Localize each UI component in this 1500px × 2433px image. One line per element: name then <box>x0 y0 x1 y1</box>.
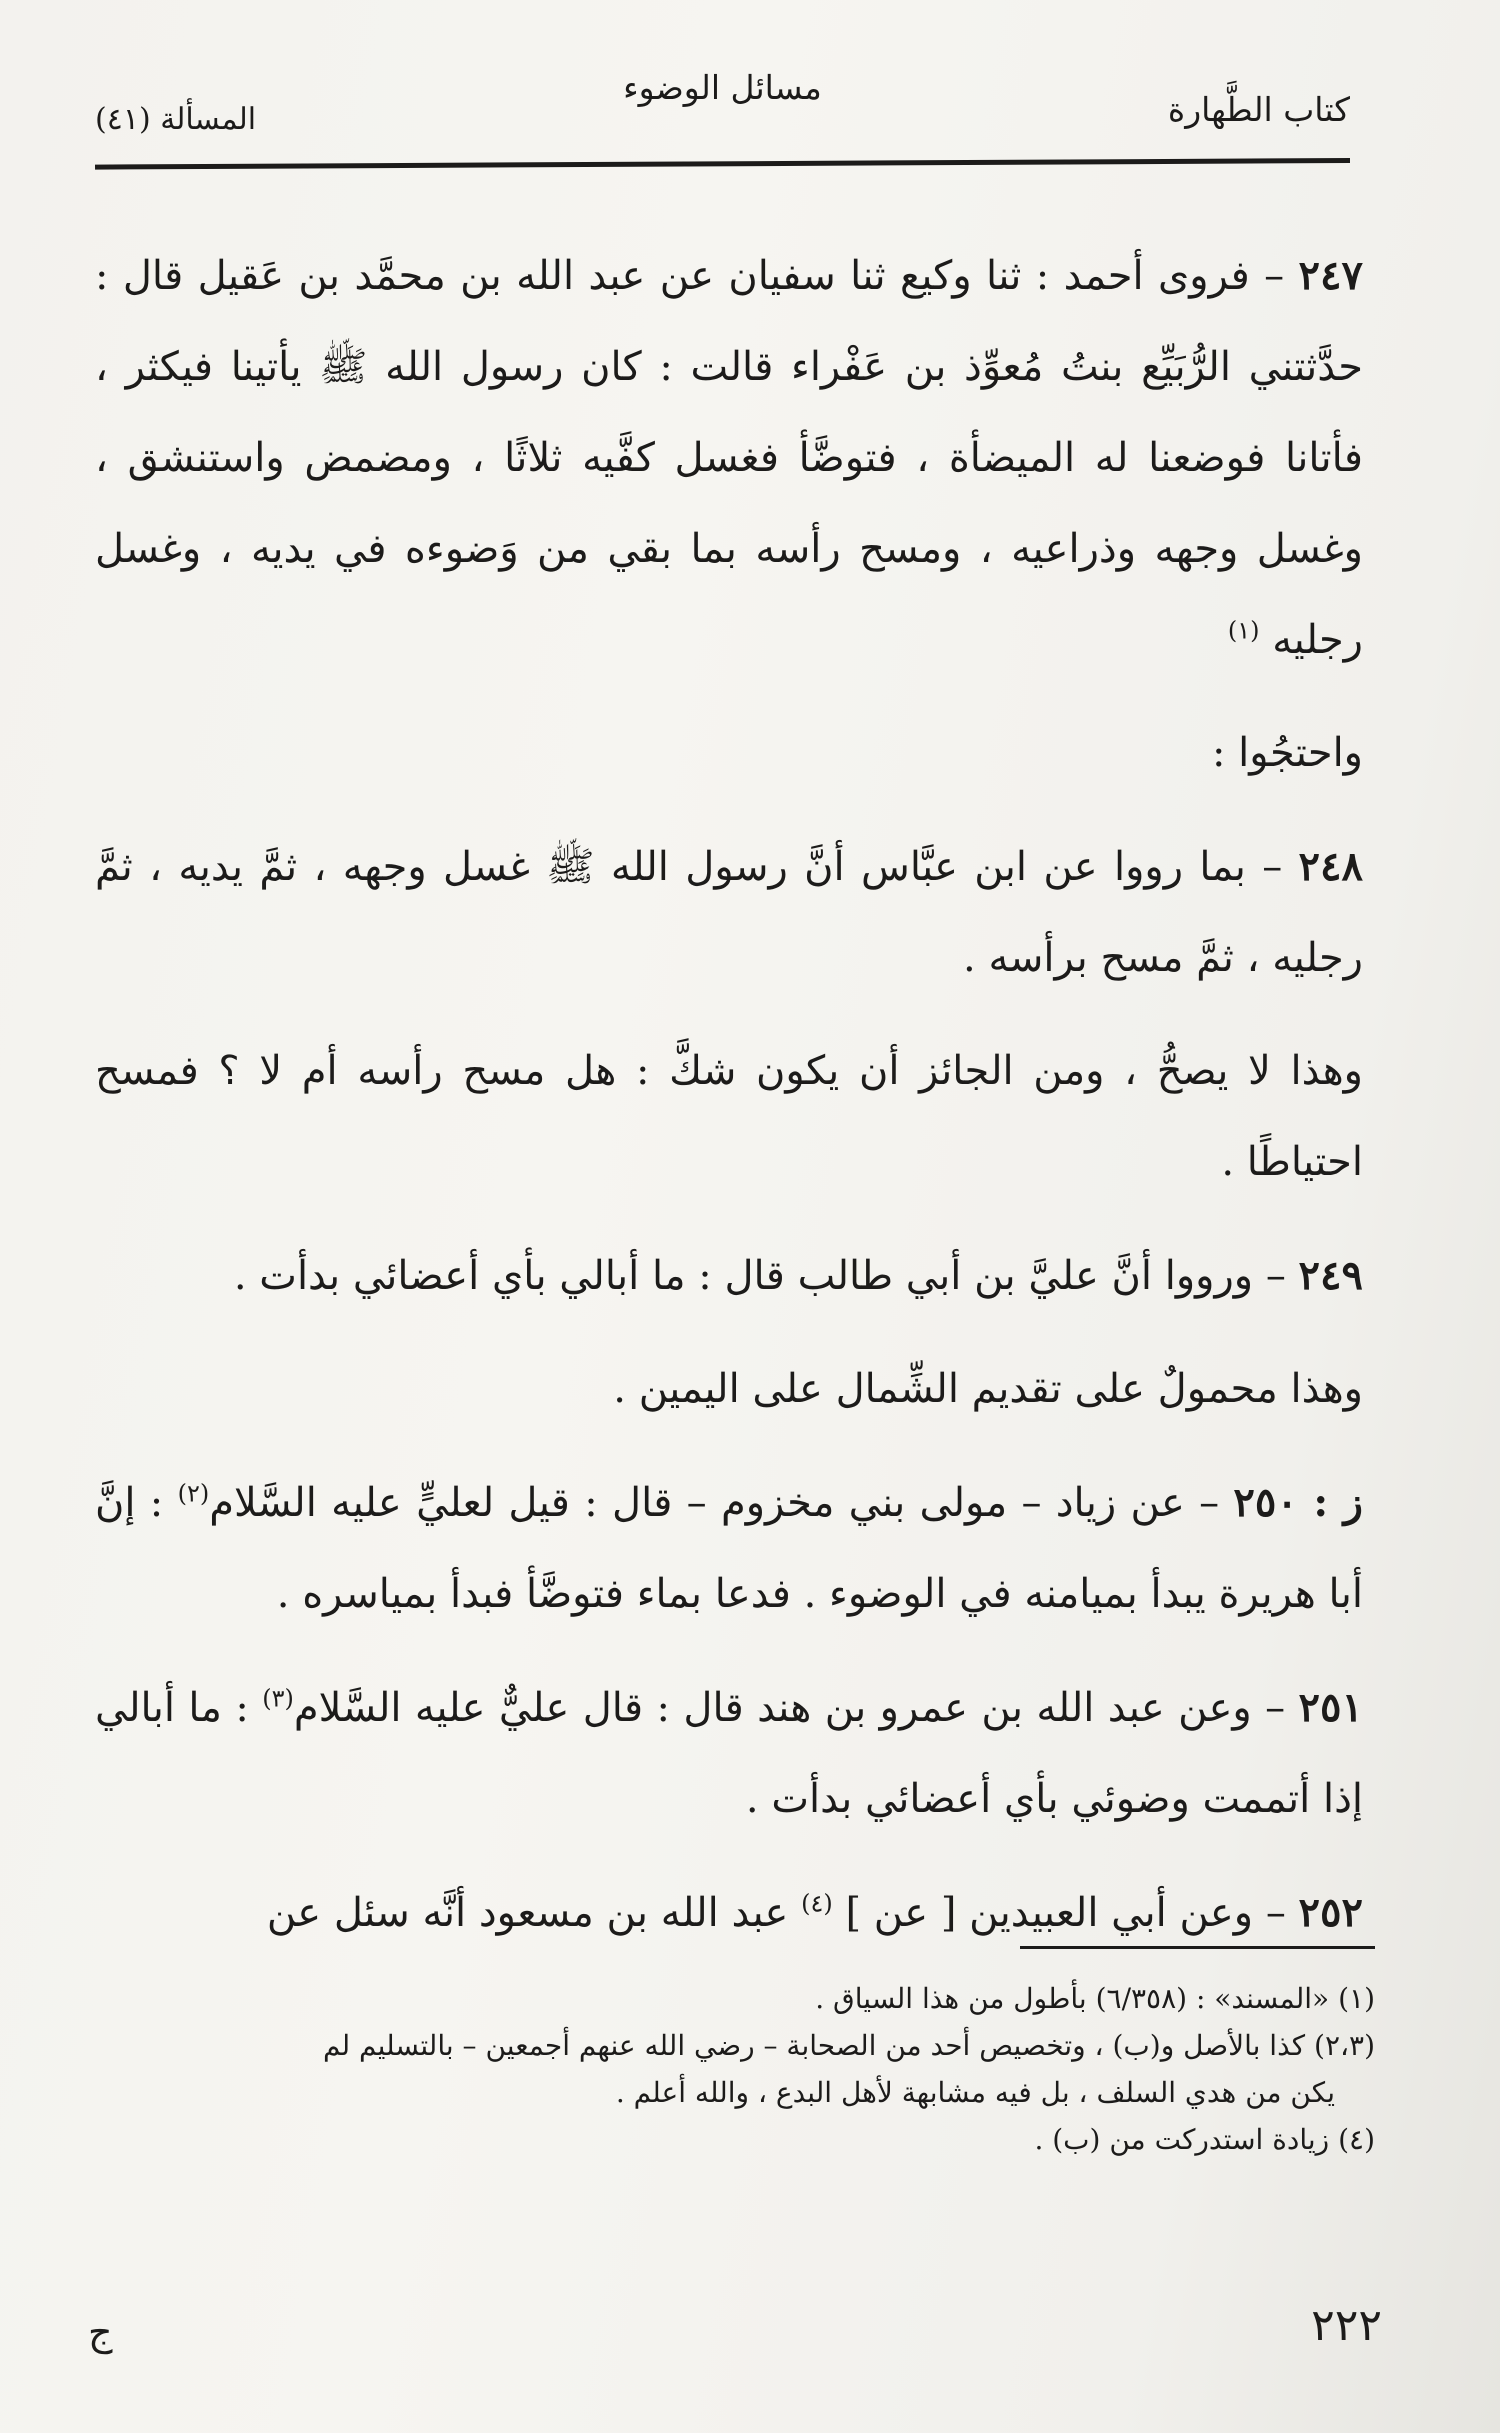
main-text <box>95 230 1363 1959</box>
paragraph-251 <box>95 1662 1363 1845</box>
paragraph-text-continued: : ما أبالي إذا أتممت وضوئي بأي أعضائي بدأت . <box>95 1685 1363 1822</box>
paragraph-text-continued: : إنَّ أبا هريرة يبدأ بميامنه في الوضوء . فدعا بماء فتوضَّأ فبدأ بمياسره . <box>95 1480 1363 1617</box>
footnote-marker: (١) <box>1227 616 1260 645</box>
paragraph-text: – فروى أحمد : ثنا وكيع ثنا سفيان عن عبد الله بن محمَّد بن عَقيل قال : حدَّثتني الرُّبَيِّع بنتُ مُعوِّذ بن عَفْراء قالت : كان رسول الله ﷺ يأتينا فيكثر ، فأتانا فوضعنا له الميضأة ، فتوضَّأ فغسل كفَّيه ثلاثًا ، ومضمض واستنشق ، وغسل وجهه وذراعيه ، ومسح رأسه بما بقي من وَضوءه في يديه ، وغسل رجليه <box>95 253 1363 663</box>
issue-label: المسألة (٤١) <box>95 102 257 137</box>
book-title: كتاب الطَّهارة <box>1167 90 1350 129</box>
footnotes <box>100 1975 1375 2163</box>
paragraph-text-continued: عبد الله بن مسعود أنَّه سئل عن <box>266 1890 802 1936</box>
paragraph-text: – وعن عبد الله بن عمرو بن هند قال : قال عليٌّ عليه السَّلام <box>293 1685 1299 1731</box>
paragraph-text: – بما رووا عن ابن عبَّاس أنَّ رسول الله ﷺ غسل وجهه ، ثمَّ يديه ، ثمَّ رجليه ، ثمَّ مسح برأسه . <box>95 844 1363 981</box>
paragraph-ihtajju <box>95 708 1363 799</box>
paragraph-comment-249 <box>95 1344 1363 1435</box>
paragraph-text: – ورووا أنَّ عليَّ بن أبي طالب قال : ما أبالي بأي أعضائي بدأت . <box>233 1253 1299 1299</box>
footnote-4: (٤) زيادة استدركت من (ب) . <box>1034 2123 1375 2156</box>
paragraph-248 <box>95 821 1363 1004</box>
hadith-number: ز : ٢٥٠ <box>1233 1479 1363 1526</box>
page-number: ٢٢٢ <box>1311 2300 1382 2351</box>
hadith-number: ٢٤٨ <box>1298 843 1363 890</box>
chapter-title: مسائل الوضوء <box>623 68 822 107</box>
paragraph-247 <box>95 230 1363 686</box>
footnote-rule <box>1020 1946 1375 1949</box>
paragraph-250 <box>95 1457 1363 1640</box>
footnote-marker: (٢) <box>177 1479 210 1508</box>
paragraph-text: وهذا لا يصحُّ ، ومن الجائز أن يكون شكَّ : هل مسح رأسه أم لا ؟ فمسح احتياطًا . <box>95 1048 1363 1185</box>
hadith-number: ٢٤٩ <box>1298 1252 1363 1299</box>
hadith-number: ٢٥٢ <box>1298 1889 1363 1936</box>
running-header <box>95 60 1350 150</box>
signature-mark: ج <box>88 2310 113 2354</box>
paragraph-249 <box>95 1230 1363 1322</box>
paragraph-comment-248 <box>95 1026 1363 1208</box>
footnote-1: (١) «المسند» : (٦/٣٥٨) بأطول من هذا السياق . <box>815 1982 1375 2015</box>
paragraph-text: وهذا محمولٌ على تقديم الشِّمال على اليمين . <box>613 1366 1363 1412</box>
hadith-number: ٢٤٧ <box>1298 252 1363 299</box>
paragraph-text: – وعن أبي العبيدين [ عن ] <box>845 1890 1299 1936</box>
paragraph-text: – عن زياد – مولى بني مخزوم – قال : قيل لعليٍّ عليه السَّلام <box>209 1480 1234 1526</box>
footnote-2-3: (٢،٣) كذا بالأصل و(ب) ، وتخصيص أحد من الصحابة – رضي الله عنهم أجمعين – بالتسليم لم <box>322 2029 1375 2062</box>
footnote-marker: (٤) <box>801 1889 833 1918</box>
footnote-marker: (٣) <box>262 1684 294 1713</box>
paragraph-text: واحتجُوا : <box>1211 730 1363 776</box>
header-rule <box>95 158 1350 170</box>
footnote-2-3-continued: يكن من هدي السلف ، بل فيه مشابهة لأهل البدع ، والله أعلم . <box>615 2076 1335 2109</box>
hadith-number: ٢٥١ <box>1298 1684 1363 1731</box>
